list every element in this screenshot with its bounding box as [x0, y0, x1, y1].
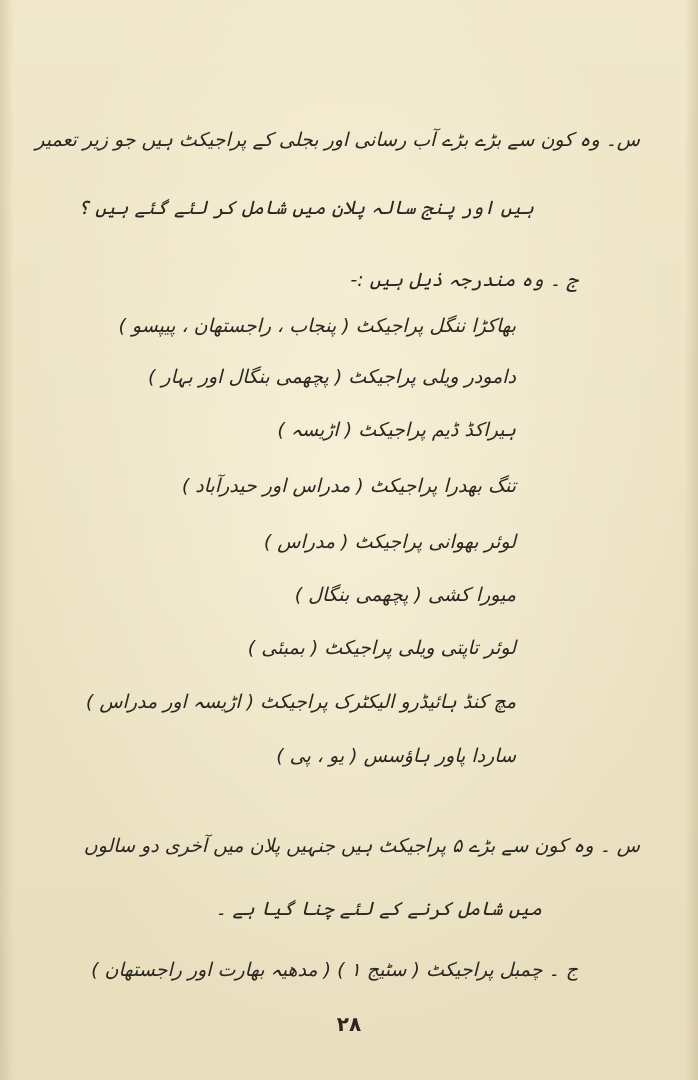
page-number: ۲۸ — [336, 1012, 362, 1036]
answer-1-item: ساردا پاور ہاؤسس ( یو ، پی ) — [276, 745, 516, 767]
answer-1-item: میورا کشی ( پچھمی بنگال ) — [294, 584, 516, 606]
answer-1-item: تنگ بھدرا پراجیکٹ ( مدراس اور حیدرآباد ) — [181, 475, 516, 497]
page-edge-shadow-right — [684, 0, 698, 1080]
answer-1-intro: ج ۔ وہ مندرجہ ذیل ہیں :- — [350, 269, 578, 291]
answer-1-item: لوئر تاپتی ویلی پراجیکٹ ( بمبئی ) — [247, 637, 516, 659]
answer-1-item: ہیراکڈ ڈیم پراجیکٹ ( اڑیسہ ) — [277, 419, 516, 441]
answer-1-item: مچ کنڈ ہائیڈرو الیکٹرک پراجیکٹ ( اڑیسہ اور مدراس ) — [85, 691, 516, 713]
answer-1-item: بھاکڑا ننگل پراجیکٹ ( پنجاب ، راجستھان ، پیپسو ) — [118, 315, 516, 337]
question-1-line-2: ہیں اور پنج سالہ پلان میں شامل کر لئے گئے ہیں ؟ — [77, 197, 534, 219]
answer-2-line-1: ج ۔ چمبل پراجیکٹ ( سٹیج ۱ ) ( مدھیہ بھارت اور راجستھان ) — [91, 959, 578, 981]
question-2-line-2: میں شامل کرنے کے لئے چنا گیا ہے ۔ — [215, 898, 542, 920]
question-2-line-1: س ۔ وہ کون سے بڑے ۵ پراجیکٹ ہیں جنہیں پلان میں آخری دو سالوں — [83, 835, 640, 857]
answer-1-item: لوئر بھوانی پراجیکٹ ( مدراس ) — [263, 531, 516, 553]
page-edge-shadow-left — [0, 0, 14, 1080]
answer-1-item: دامودر ویلی پراجیکٹ ( پچھمی بنگال اور بہار ) — [147, 366, 516, 388]
question-1-line-1: س۔ وہ کون سے بڑے بڑے آب رسانی اور بجلی کے پراجیکٹ ہیں جو زیر تعمیر — [35, 129, 640, 151]
